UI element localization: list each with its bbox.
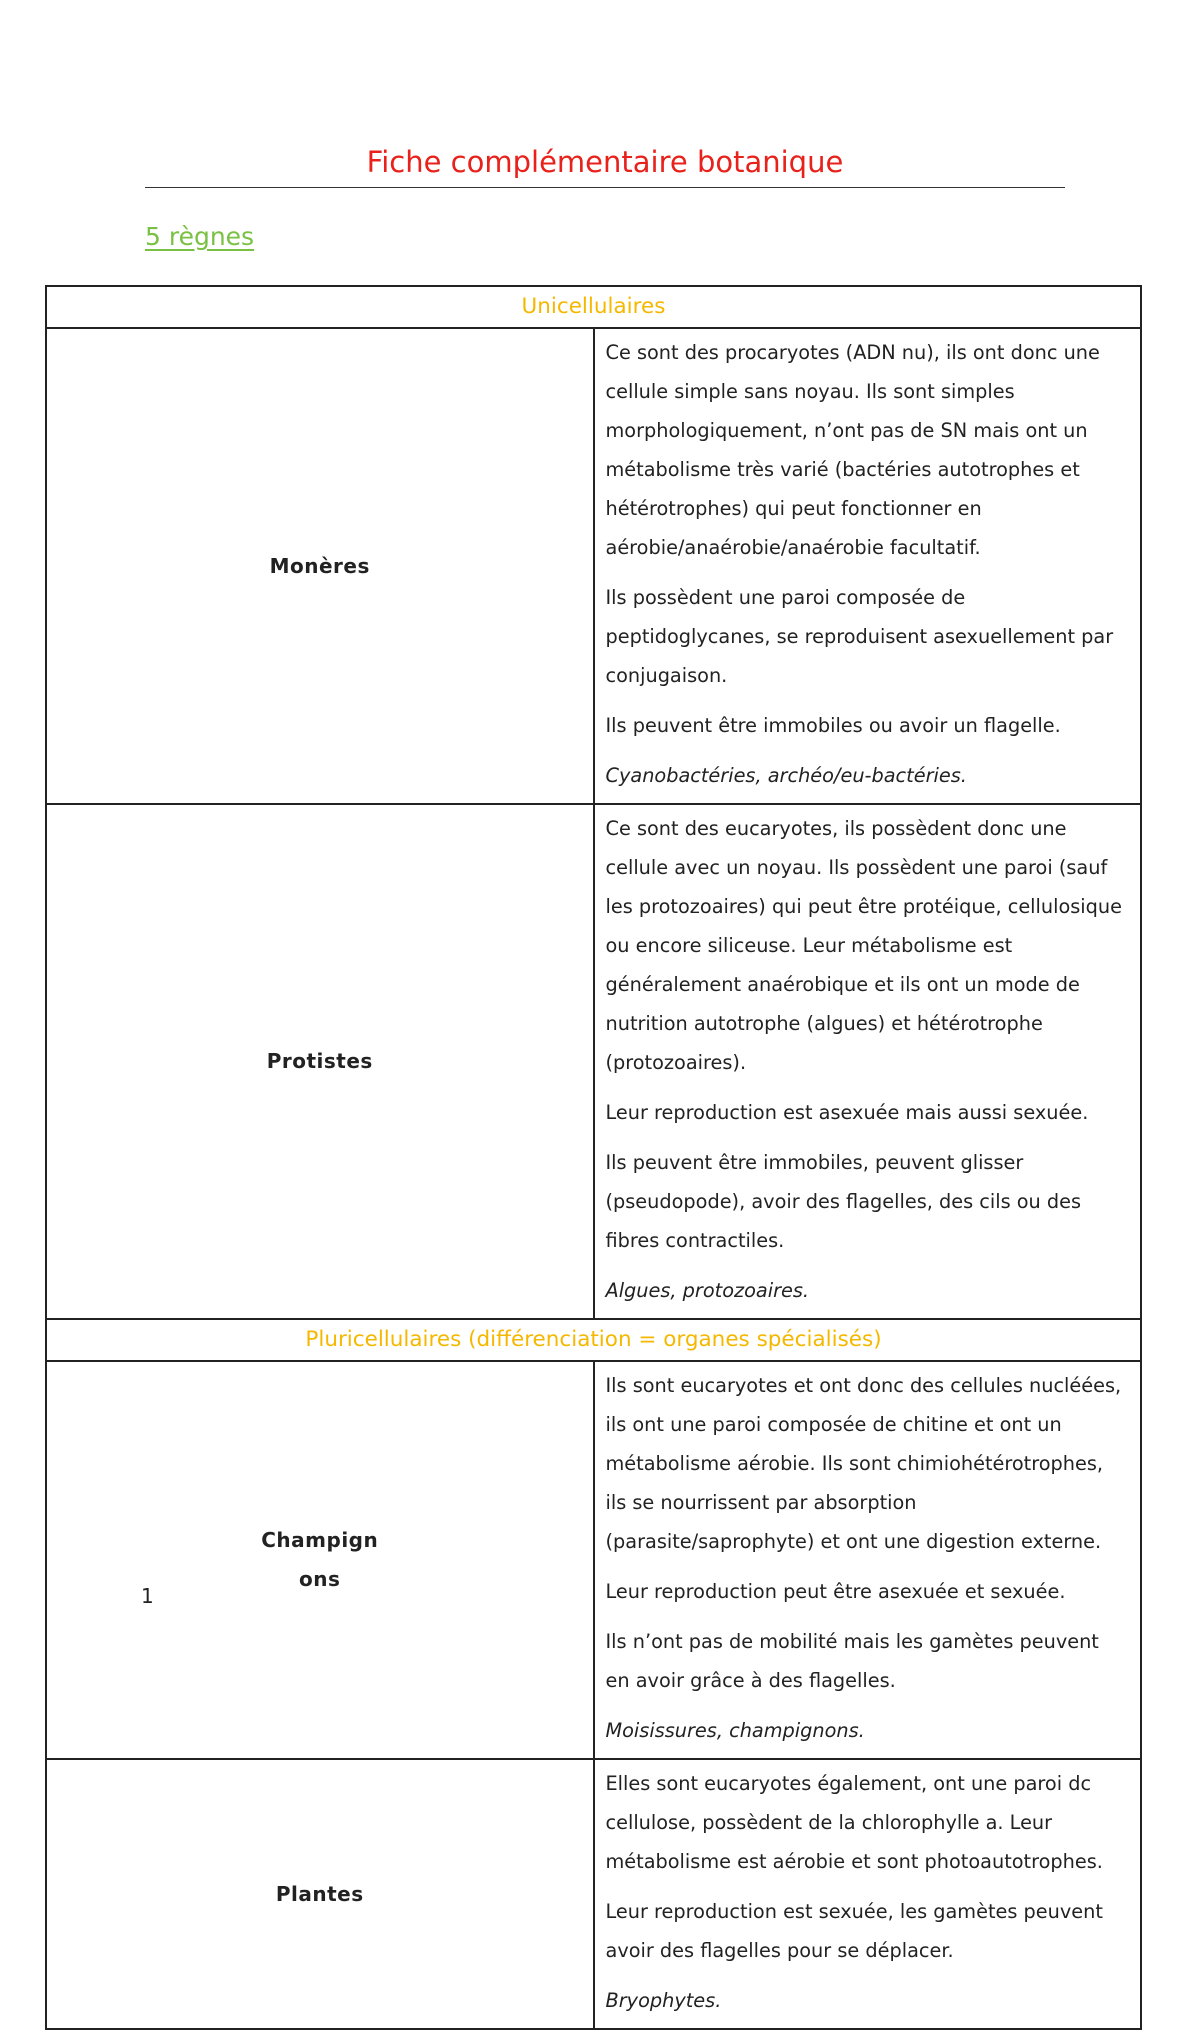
description-paragraph: Ils peuvent être immobiles ou avoir un flagelle. — [605, 714, 1061, 737]
table-row — [46, 1361, 1141, 1759]
table-row — [46, 804, 1141, 1319]
kingdom-name-line: ons — [299, 1567, 341, 1591]
description-paragraph: Ils sont eucaryotes et ont donc des cellules nucléées, ils ont une paroi composée de chitine et ont un métabolisme aérobie. Ils sont chimiohétérotrophes, ils se nourrissent par absorption (parasite/saprophyte) et ont une digestion externe. — [605, 1374, 1122, 1553]
examples-text: Cyanobactéries, archéo/eu-bactéries. — [605, 764, 967, 787]
kingdom-description — [594, 804, 1142, 1319]
kingdom-description — [594, 1361, 1142, 1759]
page-number: 1 — [141, 1584, 154, 1608]
kingdom-description — [594, 328, 1142, 804]
group-header-row — [46, 286, 1141, 328]
section-heading: 5 règnes — [145, 222, 255, 251]
kingdom-name — [46, 1361, 594, 1759]
examples-text: Bryophytes. — [605, 1989, 722, 2012]
kingdom-name: Monères — [46, 328, 594, 804]
description-paragraph: Elles sont eucaryotes également, ont une paroi dc cellulose, possèdent de la chlorophylle a. Leur métabolisme est aérobie et sont photoautotrophes. — [605, 1772, 1103, 1873]
kingdom-description — [594, 1759, 1142, 2029]
group-header-multicellular: Pluricellulaires (différenciation = organes spécialisés) — [46, 1319, 1141, 1361]
description-paragraph: Leur reproduction peut être asexuée et sexuée. — [605, 1580, 1066, 1603]
group-header-unicellular: Unicellulaires — [46, 286, 1141, 328]
kingdom-name: Plantes — [46, 1759, 594, 2029]
description-paragraph: Ils n’ont pas de mobilité mais les gamètes peuvent en avoir grâce à des flagelles. — [605, 1630, 1099, 1692]
table-row — [46, 1759, 1141, 2029]
group-header-row — [46, 1319, 1141, 1361]
document-title: Fiche complémentaire botanique — [145, 143, 1065, 188]
examples-text: Algues, protozoaires. — [605, 1279, 810, 1302]
description-paragraph: Ce sont des procaryotes (ADN nu), ils ont donc une cellule simple sans noyau. Ils sont simples morphologiquement, n’ont pas de SN mais ont un métabolisme très varié (bactéries autotrophes et hétérotrophes) qui peut fonctionner en aérobie/anaérobie/anaérobie facultatif. — [605, 341, 1100, 559]
description-paragraph: Ils possèdent une paroi composée de peptidoglycanes, se reproduisent asexuellement par conjugaison. — [605, 586, 1114, 687]
table-row — [46, 328, 1141, 804]
examples-text: Moisissures, champignons. — [605, 1719, 865, 1742]
description-paragraph: Ce sont des eucaryotes, ils possèdent donc une cellule avec un noyau. Ils possèdent une paroi (sauf les protozoaires) qui peut être protéique, cellulosique ou encore siliceuse. Leur métabolisme est généralement anaérobique et ils ont un mode de nutrition autotrophe (algues) et hétérotrophe (protozoaires). — [605, 817, 1122, 1074]
kingdom-name-line: Champign — [261, 1528, 379, 1552]
description-paragraph: Leur reproduction est asexuée mais aussi sexuée. — [605, 1101, 1089, 1124]
kingdom-name: Protistes — [46, 804, 594, 1319]
description-paragraph: Leur reproduction est sexuée, les gamètes peuvent avoir des flagelles pour se déplacer. — [605, 1900, 1103, 1962]
description-paragraph: Ils peuvent être immobiles, peuvent glisser (pseudopode), avoir des flagelles, des cils ou des fibres contractiles. — [605, 1151, 1082, 1252]
kingdoms-table — [45, 285, 1142, 2030]
